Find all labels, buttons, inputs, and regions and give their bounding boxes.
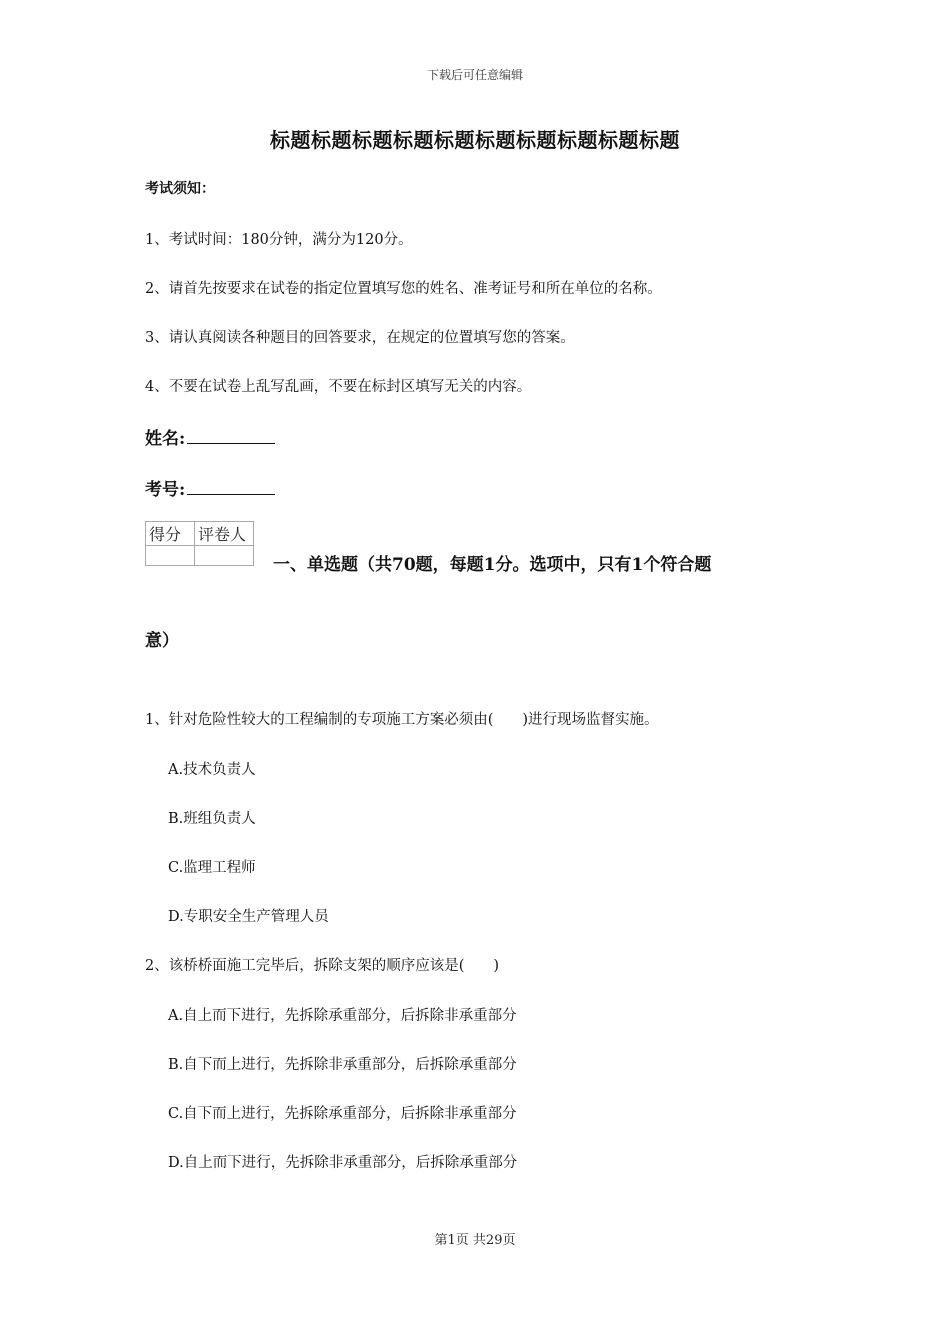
- document-title: 标题标题标题标题标题标题标题标题标题标题: [270, 128, 680, 152]
- notice-item: 1、考试时间：180分钟，满分为120分。: [145, 232, 413, 248]
- question-option: A.自上而下进行，先拆除承重部分，后拆除非承重部分: [168, 1008, 517, 1024]
- section-title-continued: 意）: [145, 631, 179, 651]
- notice-heading: 考试须知：: [145, 181, 215, 197]
- notice-item: 3、请认真阅读各种题目的回答要求，在规定的位置填写您的答案。: [145, 330, 575, 346]
- id-field: [145, 475, 275, 500]
- grader-header: 评卷人: [195, 522, 254, 546]
- name-blank[interactable]: [187, 427, 275, 444]
- question-text: 1、针对危险性较大的工程编制的专项施工方案必须由( )进行现场监督实施。: [145, 712, 659, 728]
- notice-item: 4、不要在试卷上乱写乱画，不要在标封区填写无关的内容。: [145, 379, 532, 395]
- id-blank[interactable]: [187, 478, 275, 495]
- name-label: 姓名:: [145, 429, 186, 449]
- grader-cell[interactable]: [195, 546, 254, 566]
- question-option: C.监理工程师: [168, 860, 256, 876]
- question-option: A.技术负责人: [168, 762, 256, 778]
- question-option: C.自下而上进行，先拆除承重部分，后拆除非承重部分: [168, 1106, 517, 1122]
- header-note: 下载后可任意编辑: [426, 68, 523, 82]
- question-option: D.自上而下进行，先拆除非承重部分，后拆除承重部分: [168, 1155, 518, 1171]
- score-header: 得分: [146, 522, 195, 546]
- question-option: D.专职安全生产管理人员: [168, 909, 329, 925]
- name-field: [145, 424, 275, 449]
- page-footer: 第1页 共29页: [434, 1233, 516, 1248]
- score-table: [145, 521, 254, 566]
- section-title: 一、单选题（共70题，每题1分。选项中，只有1个符合题: [273, 555, 712, 575]
- score-cell[interactable]: [146, 546, 195, 566]
- question-text: 2、该桥桥面施工完毕后，拆除支架的顺序应该是( ): [145, 958, 500, 974]
- id-label: 考号:: [145, 480, 186, 500]
- question-option: B.自下而上进行，先拆除非承重部分，后拆除承重部分: [168, 1057, 517, 1073]
- question-option: B.班组负责人: [168, 811, 256, 827]
- notice-item: 2、请首先按要求在试卷的指定位置填写您的姓名、准考证号和所在单位的名称。: [145, 281, 662, 297]
